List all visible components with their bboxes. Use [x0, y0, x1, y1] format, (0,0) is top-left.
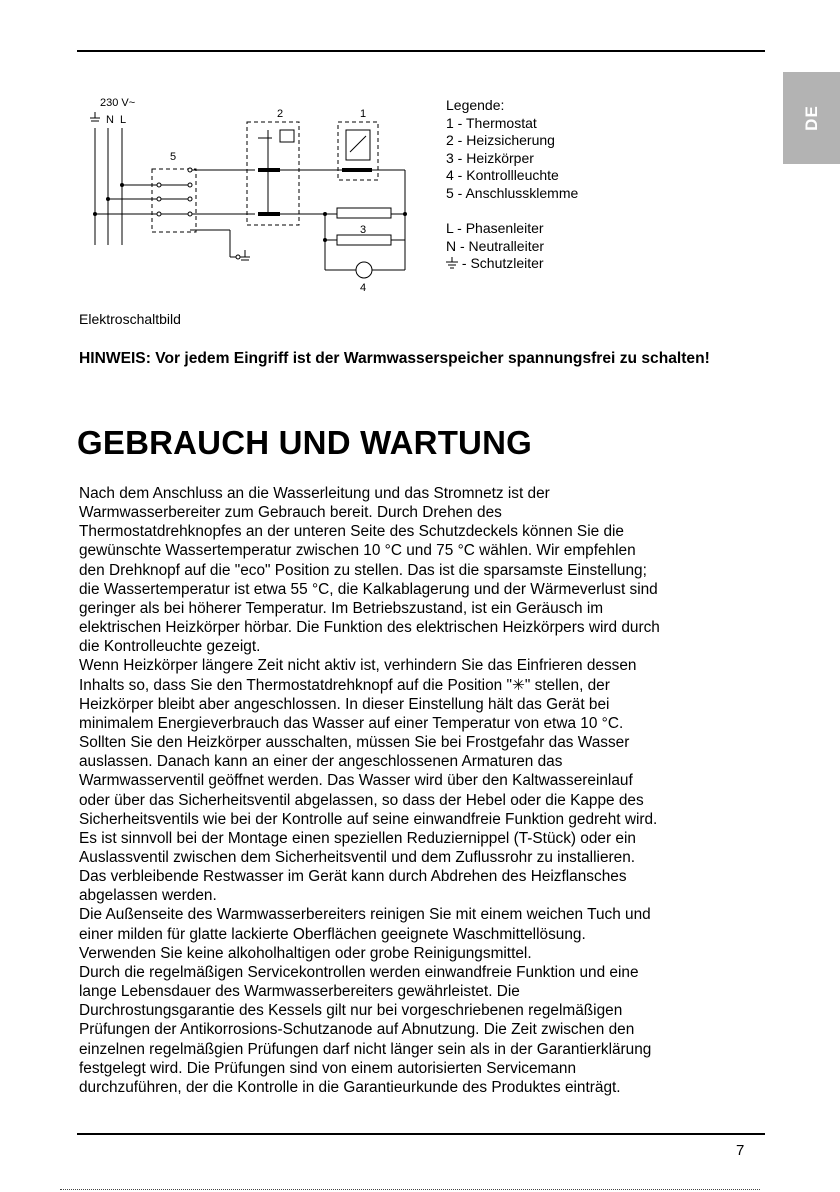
body-line: Wenn Heizkörper längere Zeit nicht aktiv ist, verhindern Sie das Einfrieren dessen [79, 657, 637, 675]
body-line: Sollten Sie den Heizkörper ausschalten, müssen Sie bei Frostgefahr das Wasser [79, 734, 630, 752]
diagram-legend [446, 97, 578, 273]
page-edge-line [60, 1189, 760, 1190]
legend-item: 3 - Heizkörper [446, 149, 534, 166]
body-line: einzelnen regelmäßgien Prüfungen darf nicht länger sein als in der Garantierklärung [79, 1040, 652, 1058]
body-line: Inhalts so, dass Sie den Thermostatdrehknopf auf die Position "✳" stellen, der [79, 676, 610, 694]
language-tab [783, 72, 840, 164]
body-line: einer milden für glatte lackierte Oberflächen geeignete Waschmittellösung. [79, 925, 586, 943]
body-line: Durch die regelmäßigen Servicekontrollen werden einwandfreie Funktion und eine [79, 963, 639, 981]
page-number: 7 [736, 1142, 745, 1159]
body-line: die Kontrolleuchte gezeigt. [79, 638, 261, 656]
legend-conductor: L - Phasenleiter [446, 220, 544, 237]
body-line: Warmwasserbereiter zum Gebrauch bereit. Durch Drehen des [79, 504, 502, 522]
diagram-caption: Elektroschaltbild [79, 311, 181, 327]
legend-title: Legende: [446, 97, 505, 113]
body-line: auslassen. Danach kann an einer der angeschlossenen Armaturen das [79, 753, 563, 771]
body-line: Heizkörper bleibt aber angeschlossen. In dieser Einstellung hält das Gerät bei [79, 695, 610, 713]
body-line: abgelassen werden. [79, 887, 217, 905]
ground-icon [446, 257, 458, 269]
component-1-label: 1 [360, 108, 367, 120]
body-text [79, 484, 769, 1097]
body-line: den Drehknopf auf die "eco" Position zu stellen. Das ist die sparsamste Einstellung; [79, 561, 647, 579]
body-line: Sicherheitsventils wie bei der Kontrolle auf seine einwandfreie Funktion gedreht wird. [79, 810, 658, 828]
header-rule [77, 50, 765, 52]
safety-note: HINWEIS: Vor jedem Eingriff ist der Warmwasserspeicher spannungsfrei zu schalten! [79, 350, 710, 367]
body-line: Thermostatdrehknopfes an der unteren Seite des Schutzdeckels können Sie die [79, 523, 624, 541]
component-4-label: 4 [360, 282, 367, 294]
body-line: festgelegt wird. Die Prüfungen sind von einem autorisierten Servicemann [79, 1059, 577, 1077]
body-line: Die Außenseite des Warmwasserbereiters reinigen Sie mit einem weichen Tuch und [79, 906, 651, 924]
body-line: Das verbleibende Restwasser im Gerät kann durch Abdrehen des Heizflansches [79, 868, 627, 886]
body-line: elektrischen Heizkörper hörbar. Die Funktion des elektrischen Heizkörpers wird durch [79, 619, 660, 637]
component-5-label: 5 [170, 151, 177, 163]
body-line: Es ist sinnvoll bei der Montage einen speziellen Reduziernippel (T-Stück) oder ein [79, 829, 636, 847]
body-line: Prüfungen der Antikorrosions-Schutzanode auf Abnutzung. Die Zeit zwischen den [79, 1021, 635, 1039]
legend-item: 1 - Thermostat [446, 114, 537, 131]
wiring-diagram [80, 90, 440, 300]
legend-item: 5 - Anschlussklemme [446, 184, 579, 201]
legend-item: 2 - Heizsicherung [446, 132, 555, 149]
section-heading: GEBRAUCH UND WARTUNG [77, 424, 532, 461]
component-3-label: 3 [360, 224, 367, 236]
body-line: lange Lebensdauer des Warmwasserbereiters gewährleistet. Die [79, 983, 520, 1001]
legend-conductor-label: - Schutzleiter [461, 255, 544, 272]
component-2-label: 2 [277, 108, 284, 120]
body-line: minimalem Energieverbrauch das Wasser auf einer Temperatur von etwa 10 °C. [79, 714, 624, 732]
body-line: die Wassertemperatur ist etwa 55 °C, die Kalkablagerung und der Wärmeverlust sind [79, 580, 658, 598]
terminal-n-label: N [106, 114, 114, 126]
voltage-label: 230 V~ [100, 97, 136, 109]
body-line: durchzuführen, der die Kontrolle in die Garantieurkunde des Produktes einträgt. [79, 1078, 621, 1096]
body-line: Warmwasserventil geöffnet werden. Das Wasser wird über den Kaltwassereinlauf [79, 772, 633, 790]
body-line: Durchrostungsgarantie des Kessels gilt nur bei vorgeschriebenen regelmäßigen [79, 1002, 623, 1020]
footer-rule [77, 1133, 765, 1135]
terminal-l-label: L [120, 114, 127, 126]
body-line: Verwenden Sie keine alkoholhaltigen oder grobe Reinigungsmittel. [79, 944, 532, 962]
body-line: gewünschte Wassertemperatur zwischen 10 °C und 75 °C wählen. Wir empfehlen [79, 542, 636, 560]
body-line: Auslassventil zwischen dem Sicherheitsventil und dem Zuflussrohr zu installieren. [79, 848, 636, 866]
legend-conductor-ground [446, 255, 578, 273]
legend-conductor: N - Neutralleiter [446, 237, 545, 254]
body-line: geringer als bei höherer Temperatur. Im Betriebszustand, ist ein Geräusch im [79, 599, 604, 617]
language-tab-label: DE [801, 105, 821, 131]
body-line: Nach dem Anschluss an die Wasserleitung und das Stromnetz ist der [79, 485, 550, 502]
legend-item: 4 - Kontrollleuchte [446, 167, 559, 184]
body-line: oder über das Sicherheitsventil abgelassen, so dass der Hebel oder die Kappe des [79, 791, 644, 809]
